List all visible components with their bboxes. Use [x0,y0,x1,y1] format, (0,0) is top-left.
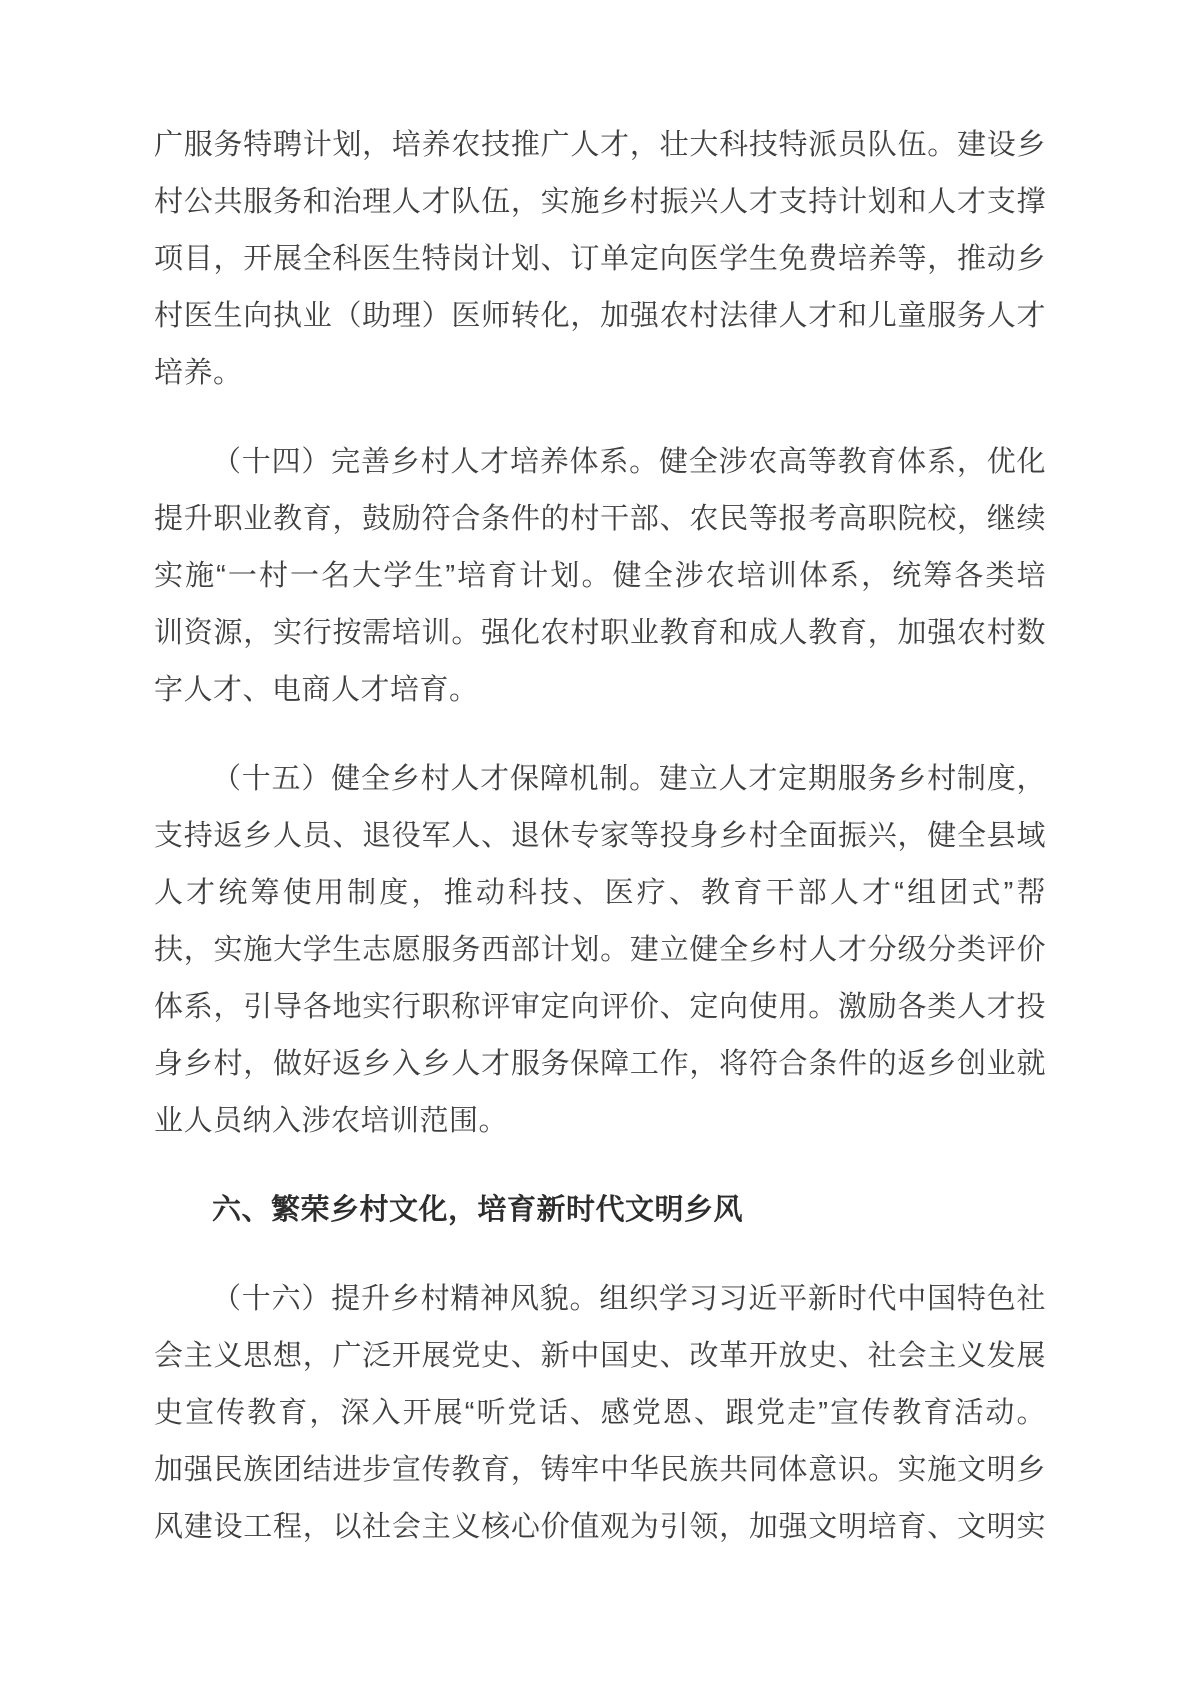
text-line: 业人员纳入涉农培训范围。 [154,1105,509,1137]
text-line: 身乡村，做好返乡入乡人才服务保障工作，将符合条件的返乡创业就 [154,1048,1046,1080]
text-line: 培养。 [154,357,243,389]
text-line: （十六）提升乡村精神风貌。组织学习习近平新时代中国特色社 [212,1283,1046,1315]
paragraph [154,751,1046,1150]
document-body [154,0,1046,1556]
text-line: 人才统筹使用制度，推动科技、医疗、教育干部人才“组团式”帮 [154,877,1046,909]
text-line: 村医生向执业（助理）医师转化，加强农村法律人才和儿童服务人才 [154,300,1046,332]
section-heading [154,1182,1046,1239]
text-line: 加强民族团结进步宣传教育，铸牢中华民族共同体意识。实施文明乡 [154,1454,1046,1486]
text-line: 支持返乡人员、退役军人、退休专家等投身乡村全面振兴，健全县域 [154,820,1046,852]
text-line: 史宣传教育，深入开展“听党话、感党恩、跟党走”宣传教育活动。 [154,1397,1046,1429]
text-line: 提升职业教育，鼓励符合条件的村干部、农民等报考高职院校，继续 [154,503,1046,535]
text-line: （十五）健全乡村人才保障机制。建立人才定期服务乡村制度， [212,763,1046,795]
text-line: 村公共服务和治理人才队伍，实施乡村振兴人才支持计划和人才支撑 [154,186,1046,218]
text-line: 项目，开展全科医生特岗计划、订单定向医学生免费培养等，推动乡 [154,243,1046,275]
heading-text-line: 六、繁荣乡村文化，培育新时代文明乡风 [212,1194,744,1226]
text-line: 训资源，实行按需培训。强化农村职业教育和成人教育，加强农村数 [154,617,1046,649]
text-line: 实施“一村一名大学生”培育计划。健全涉农培训体系，统筹各类培 [154,560,1046,592]
paragraph [154,117,1046,402]
text-line: 体系，引导各地实行职称评审定向评价、定向使用。激励各类人才投 [154,991,1046,1023]
paragraph [154,434,1046,719]
text-line: 会主义思想，广泛开展党史、新中国史、改革开放史、社会主义发展 [154,1340,1046,1372]
text-line: 广服务特聘计划，培养农技推广人才，壮大科技特派员队伍。建设乡 [154,129,1046,161]
paragraph [154,1271,1046,1556]
text-line: 风建设工程，以社会主义核心价值观为引领，加强文明培育、文明实 [154,1511,1046,1543]
text-line: 字人才、电商人才培育。 [154,674,479,706]
text-line: （十四）完善乡村人才培养体系。健全涉农高等教育体系，优化 [212,446,1046,478]
text-line: 扶，实施大学生志愿服务西部计划。建立健全乡村人才分级分类评价 [154,934,1046,966]
